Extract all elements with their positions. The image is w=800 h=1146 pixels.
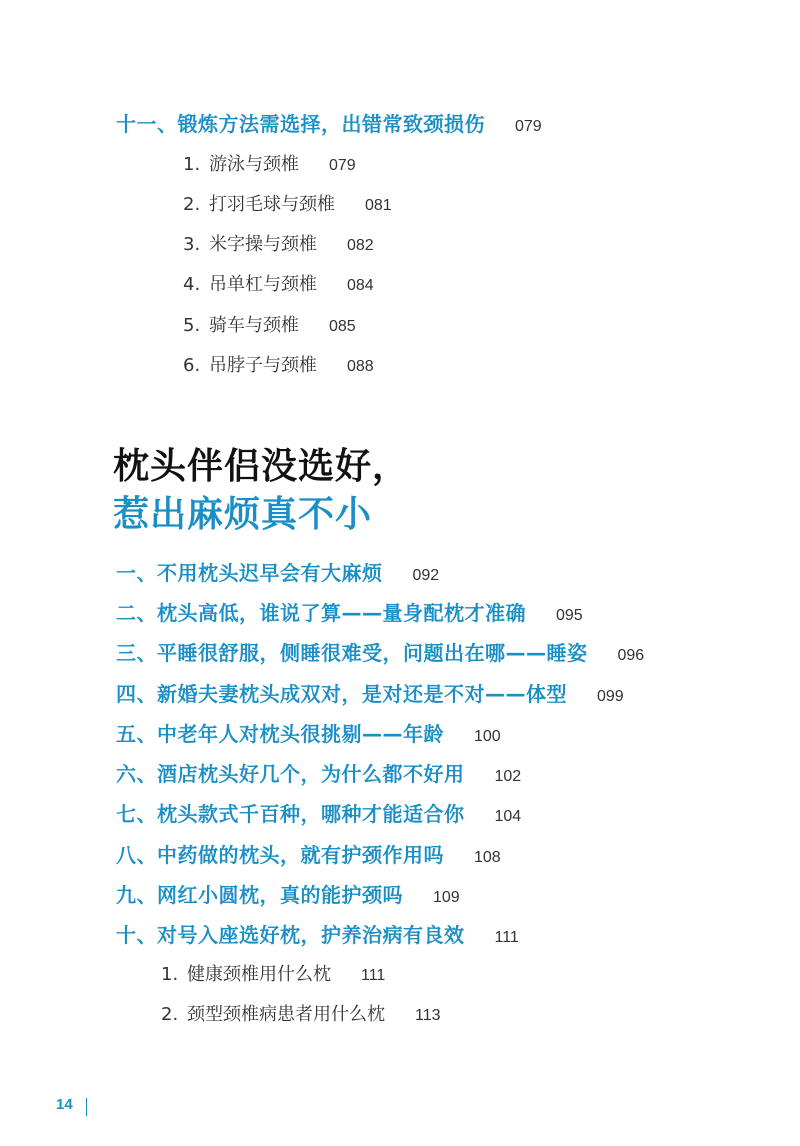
subitem-number: 3.	[183, 234, 201, 255]
page-number: 095	[556, 607, 583, 624]
subitem-number: 2.	[161, 1004, 179, 1025]
subitem-title: 颈型颈椎病患者用什么枕	[187, 1004, 385, 1025]
section-title: 三、平睡很舒服，侧睡很难受，问题出在哪——睡姿	[116, 641, 588, 665]
toc-section-11[interactable]	[116, 108, 542, 137]
page-number: 109	[433, 889, 460, 906]
toc-section-8[interactable]	[116, 839, 501, 868]
subitem-number: 1.	[161, 964, 179, 985]
chapter-title-line2: 惹出麻烦真不小	[113, 494, 373, 535]
page-number: 096	[617, 647, 645, 664]
section-title: 九、网红小圆枕，真的能护颈吗	[116, 883, 403, 907]
section-title: 六、酒店枕头好几个，为什么都不好用	[116, 762, 465, 786]
subitem-title: 吊脖子与颈椎	[209, 355, 317, 376]
toc-section-5[interactable]	[116, 718, 501, 747]
page-number: 100	[474, 728, 501, 745]
subitem-title: 吊单杠与颈椎	[209, 274, 317, 295]
section-title: 一、不用枕头迟早会有大麻烦	[116, 561, 383, 585]
subitem-number: 4.	[183, 274, 201, 295]
section-title: 二、枕头高低，谁说了算——量身配枕才准确	[116, 601, 526, 625]
toc-subitem[interactable]	[183, 270, 374, 296]
page-number: 085	[329, 318, 356, 335]
subitem-title: 健康颈椎用什么枕	[187, 964, 331, 985]
subitem-title: 骑车与颈椎	[209, 315, 299, 336]
section-title: 七、枕头款式千百种，哪种才能适合你	[116, 802, 465, 826]
toc-subitem[interactable]	[183, 351, 374, 377]
page-number: 111	[494, 929, 519, 946]
page-number: 102	[494, 768, 522, 785]
page-number: 079	[329, 157, 356, 174]
section-title: 四、新婚夫妻枕头成双对，是对还是不对——体型	[116, 682, 567, 706]
page-number: 111	[361, 967, 386, 984]
section-title: 十一、锻炼方法需选择，出错常致颈损伤	[116, 112, 485, 136]
toc-subitem[interactable]	[183, 150, 356, 176]
toc-section-4[interactable]	[116, 678, 624, 707]
toc-section-6[interactable]	[116, 758, 521, 787]
page-number: 113	[415, 1007, 441, 1024]
subitem-title: 打羽毛球与颈椎	[209, 194, 335, 215]
page-number: 104	[494, 808, 522, 825]
page-number: 099	[597, 688, 624, 705]
subitem-number: 6.	[183, 355, 201, 376]
subitem-number: 5.	[183, 315, 201, 336]
subitem-number: 2.	[183, 194, 201, 215]
toc-subitem[interactable]	[183, 190, 392, 216]
footer-page-number: 14	[56, 1096, 73, 1113]
subitem-number: 1.	[183, 154, 201, 175]
toc-section-3[interactable]	[116, 637, 644, 666]
page-number: 092	[412, 567, 440, 584]
toc-section-2[interactable]	[116, 597, 583, 626]
subitem-title: 米字操与颈椎	[209, 234, 317, 255]
page-number: 084	[347, 277, 374, 294]
page-number: 081	[365, 197, 392, 214]
toc-subitem[interactable]	[161, 960, 385, 986]
page-number: 079	[515, 118, 542, 135]
footer-divider	[86, 1098, 87, 1116]
section-title: 五、中老年人对枕头很挑剔——年龄	[116, 722, 444, 746]
subitem-title: 游泳与颈椎	[209, 154, 299, 175]
toc-section-10[interactable]	[116, 919, 519, 948]
section-title: 八、中药做的枕头，就有护颈作用吗	[116, 843, 444, 867]
toc-subitem[interactable]	[161, 1000, 441, 1026]
toc-section-7[interactable]	[116, 798, 521, 827]
page-number: 108	[474, 849, 501, 866]
toc-subitem[interactable]	[183, 230, 374, 256]
page-number: 082	[347, 237, 374, 254]
section-title: 十、对号入座选好枕，护养治病有良效	[116, 923, 465, 947]
toc-subitem[interactable]	[183, 311, 356, 337]
toc-section-1[interactable]	[116, 557, 439, 586]
page-number: 088	[347, 358, 374, 375]
toc-section-9[interactable]	[116, 879, 460, 908]
chapter-title-line1: 枕头伴侣没选好，	[113, 446, 410, 487]
